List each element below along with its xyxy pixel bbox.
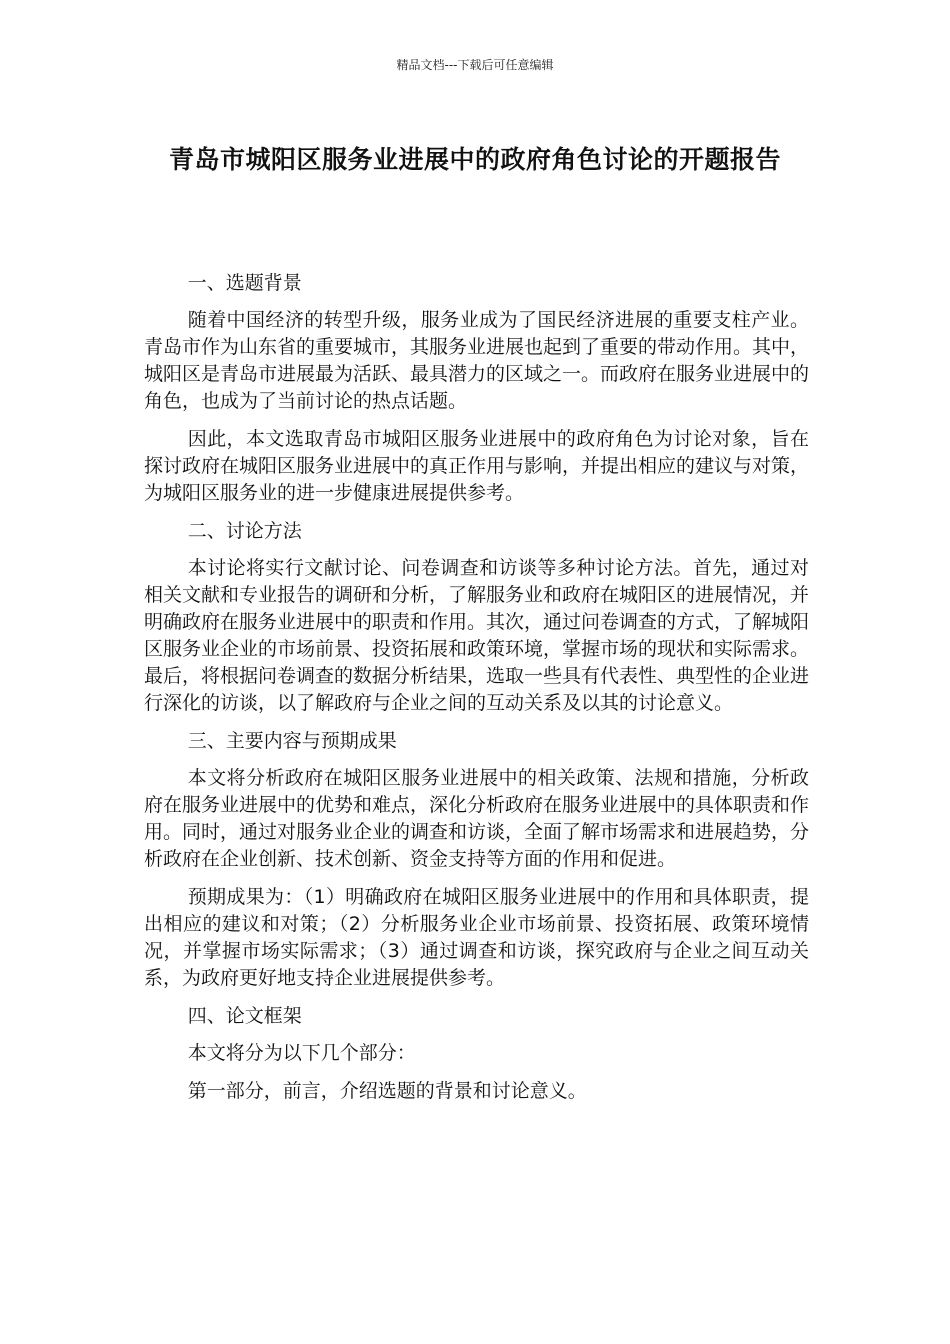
paragraph: 随着中国经济的转型升级，服务业成为了国民经济进展的重要支柱产业。青岛市作为山东省的重要城市，其服务业进展也起到了重要的带动作用。其中，城阳区是青岛市进展最为活跃、最具潜力的区域之一。而政府在服务业进展中的角色，也成为了当前讨论的热点话题。 bbox=[144, 309, 810, 412]
document-body bbox=[144, 270, 809, 1116]
paragraph: 因此，本文选取青岛市城阳区服务业进展中的政府角色为讨论对象，旨在探讨政府在城阳区服务业进展中的真正作用与影响，并提出相应的建议与对策，为城阳区服务业的进一步健康进展提供参考。 bbox=[144, 428, 810, 504]
paragraph: 本讨论将实行文献讨论、问卷调查和访谈等多种讨论方法。首先，通过对相关文献和专业报告的调研和分析，了解服务业和政府在城阳区的进展情况，并明确政府在服务业进展中的职责和作用。其次，通过问卷调查的方式，了解城阳区服务业企业的市场前景、投资拓展和政策环境，掌握市场的现状和实际需求。最后，将根据问卷调查的数据分析结果，选取一些具有代表性、典型性的企业进行深化的访谈，以了解政府与企业之间的互动关系及以其的讨论意义。 bbox=[144, 557, 810, 714]
paragraph: 本文将分为以下几个部分： bbox=[187, 1042, 416, 1064]
section-heading-framework: 四、论文框架 bbox=[187, 1005, 302, 1027]
document-title: 青岛市城阳区服务业进展中的政府角色讨论的开题报告 bbox=[168, 145, 781, 174]
paragraph: 预期成果为：（1）明确政府在城阳区服务业进展中的作用和具体职责，提出相应的建议和对策；（2）分析服务业企业市场前景、投资拓展、政策环境情况，并掌握市场实际需求；（3）通过调查和访谈，探究政府与企业之间互动关系，为政府更好地支持企业进展提供参考。 bbox=[144, 886, 809, 989]
section-heading-methods: 二、讨论方法 bbox=[187, 520, 302, 542]
paragraph: 第一部分，前言，介绍选题的背景和讨论意义。 bbox=[187, 1080, 587, 1102]
section-heading-content-outcomes: 三、主要内容与预期成果 bbox=[187, 730, 397, 752]
section-heading-background: 一、选题背景 bbox=[187, 272, 302, 294]
paragraph: 本文将分析政府在城阳区服务业进展中的相关政策、法规和措施，分析政府在服务业进展中的优势和难点，深化分析政府在服务业进展中的具体职责和作用。同时，通过对服务业企业的调查和访谈，全面了解市场需求和进展趋势，分析政府在企业创新、技术创新、资金支持等方面的作用和促进。 bbox=[144, 767, 810, 870]
page-header: 精品文档---下载后可任意编辑 bbox=[396, 58, 554, 72]
